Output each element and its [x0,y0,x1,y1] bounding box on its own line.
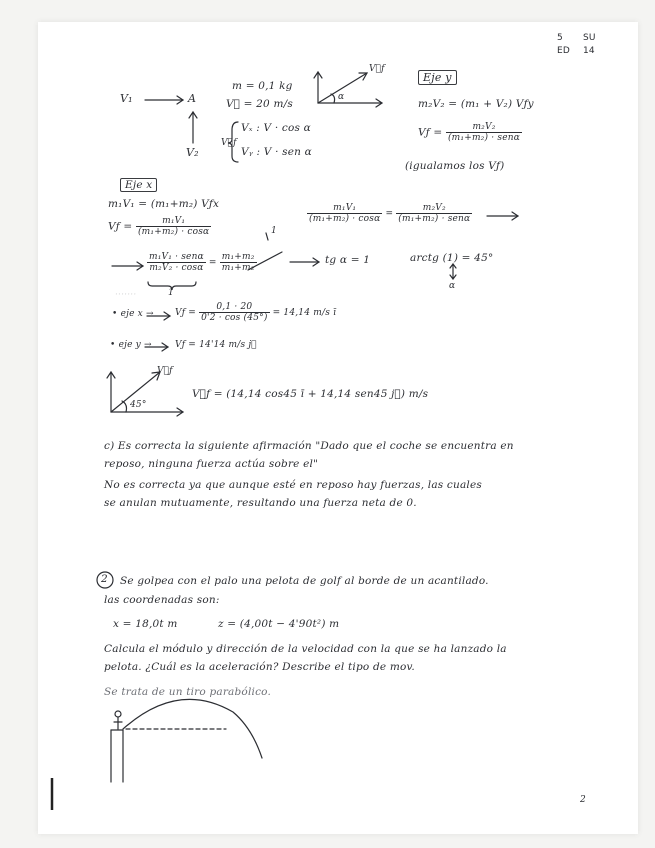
corner-mark-1: 5 [557,33,563,43]
vf-diagram-label: V⃗ƒ [157,366,173,376]
angle-label: 45° [130,400,147,410]
problem-2-answer: Se trata de un tiro parabólico. [104,686,272,698]
page-number: 2 [580,795,586,805]
eje-x-eq2: Vƒ = $\frac{\text{m₁V₁}}{\text{(m₁+m₂) · cosα}}$ [108,216,210,237]
eje-x-eq4: $\frac{\text{m₁V₁ · senα}}{\text{m₂V₂ · cosα}}$ = $\frac{\text{m₁+m₂}}{\text{m₁+m₂}}$ [149,252,255,273]
answer-c-line1: No es correcta ya que aunque esté en reposo hay fuerzas, las cuales [104,479,482,491]
eje-x-eq1: m₁V₁ = (m₁+m₂) Vƒx [108,198,220,210]
v2-label: V₂ [186,146,199,159]
eje-x-eq3: $\frac{\text{m₁V₁}}{\text{(m₁+m₂) · cosα}}$ = $\frac{\text{m₂V₂}}{\text{(m₁+m₂) · senα}}$ [309,203,471,224]
mass-value: m = 0,1 kg [232,80,293,92]
problem-2-line3: Calcula el módulo y dirección de la velocidad con la que se ha lanzado la [104,643,507,655]
vf-vector-label: V⃗f [369,64,385,74]
eje-y-title: Eje y [418,70,457,85]
corner-mark-2: SU [583,33,596,43]
answer-c-line2: se anulan mutuamente, resultando una fuerza neta de 0. [104,497,417,509]
bleed-through-text: ······· [115,290,137,300]
vx-formula: Vₓ : V · cos α [241,122,311,134]
vy-formula: Vᵧ : V · sen α [241,146,312,158]
alpha-result: α [449,281,456,291]
speed-value: V⃗ = 20 m/s [226,98,293,110]
point-a-label: A [188,92,197,105]
x-coordinate: x = 18,0t m [113,618,178,630]
eje-y-eq1: m₂V₂ = (m₁ + V₂) Vƒy [418,98,534,110]
eje-y-calc: Vƒ = 14'14 m/s j⃗ [175,340,257,350]
vf-brace-label: V⃗f [221,138,237,148]
eje-y-note: (igualamos los Vƒ) [405,160,505,172]
eje-x-calc: Vƒ = $\frac{0,1 \cdot 20}{0'2 \cdot \cos (45^\circ)}$ = 14,14 m/s ī [175,302,337,323]
v1-label: V₁ [120,92,133,105]
problem-2-number: 2 [101,573,108,585]
cancel-one: 1 [271,226,277,236]
eje-x-title: Eje x [120,178,157,192]
corner-mark-3: ED [557,46,571,56]
question-c-line2: reposo, ninguna fuerza actúa sobre el" [104,458,319,470]
eje-x-label: • eje x → [112,309,154,319]
problem-2-line2: las coordenadas son: [104,594,220,606]
notebook-page [38,22,638,834]
corner-mark-4: 14 [583,46,595,56]
final-velocity: V⃗ƒ = (14,14 cos45 ī + 14,14 sen45 j⃗) m/s [192,388,429,400]
eje-y-eq2: Vƒ = $\frac{\text{m₂V₂}}{\text{(m₁+m₂) · senα}}$ [418,122,521,143]
z-coordinate: z = (4,00t − 4'90t²) m [218,618,340,630]
tangent-result: tg α = 1 [325,254,371,266]
question-c-line1: c) Es correcta la siguiente afirmación "Dado que el coche se encuentra en [104,440,514,452]
underbrace-one: 1 [168,288,174,298]
problem-2-line1: Se golpea con el palo una pelota de golf al borde de un acantilado. [120,575,489,587]
arctg-result: arctg (1) = 45° [410,252,494,264]
eje-y-label: • eje y → [110,340,152,350]
alpha-label: α [338,92,345,102]
problem-2-line4: pelota. ¿Cuál es la aceleración? Describe el tipo de mov. [104,661,415,673]
